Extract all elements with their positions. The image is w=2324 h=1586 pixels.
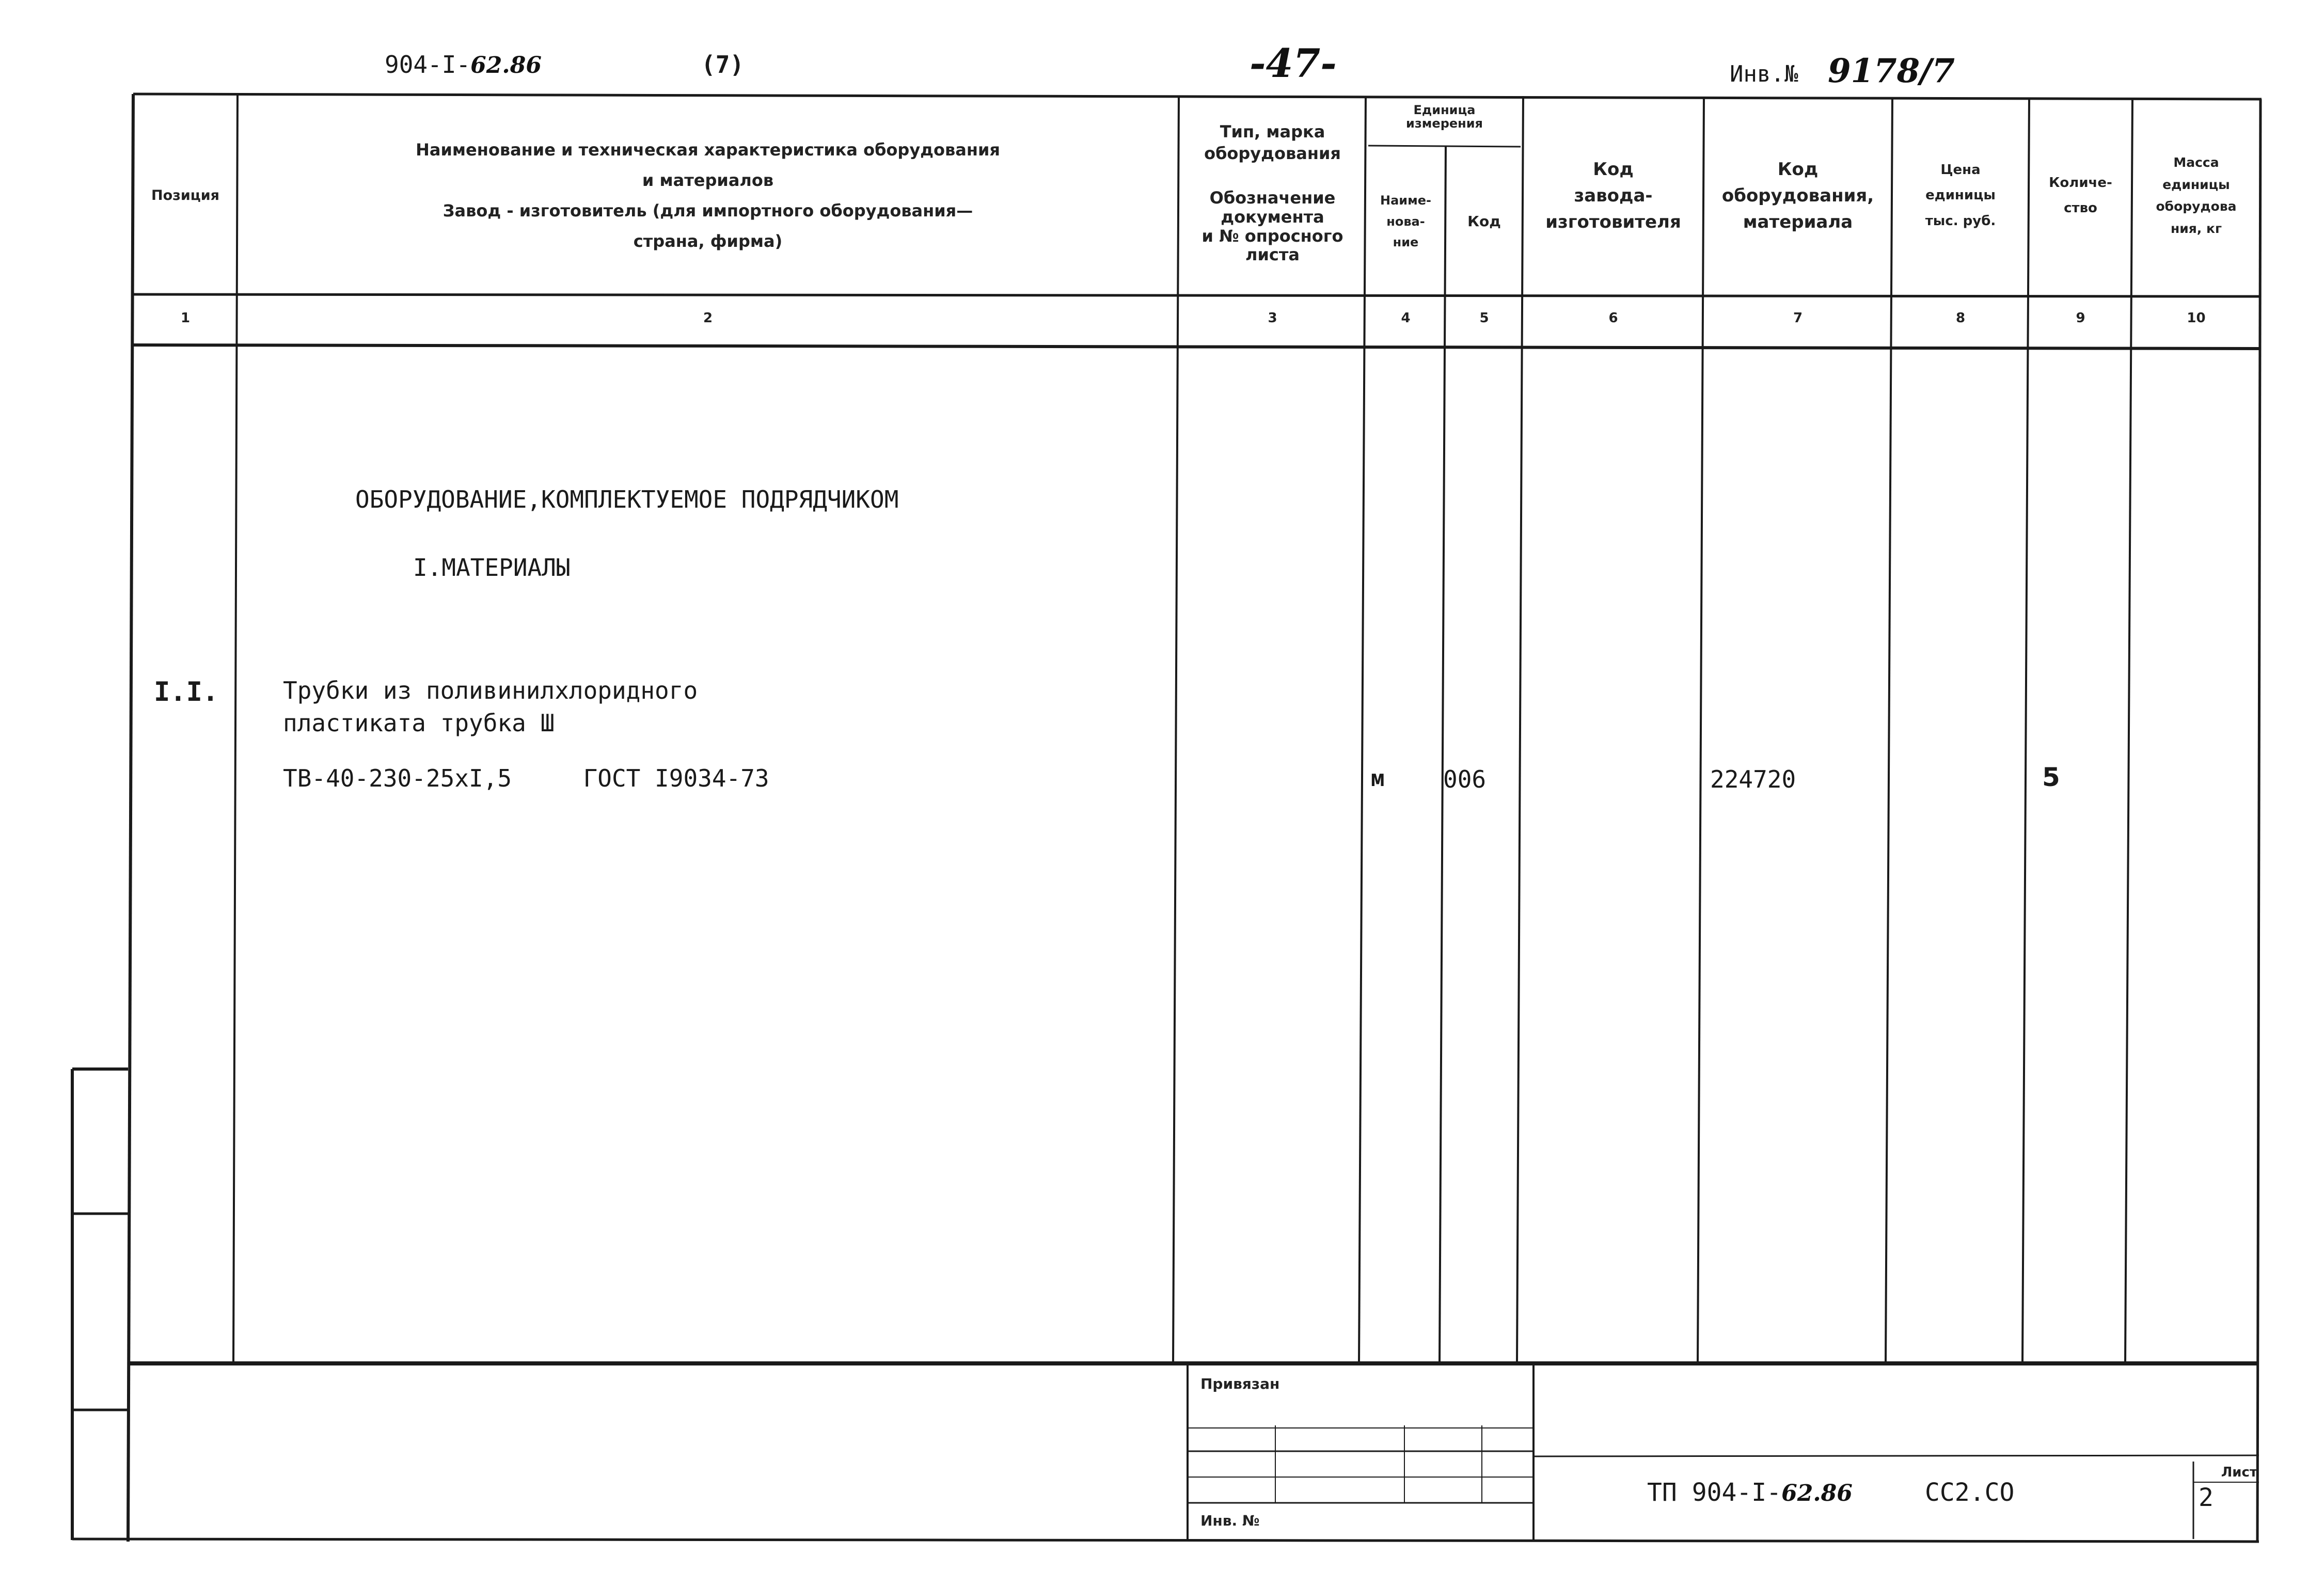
doc-series [385,51,542,78]
stamp-inventory-label: Инв. № [1200,1512,1260,1529]
page-number: -47- [1250,40,1337,86]
col-number-4: 4 [1401,310,1411,326]
header-col-2-line: Наименование и техническая характеристика оборудования [416,139,1000,160]
header-col-3-line: Обозначение [1209,188,1336,208]
header-col-7-line: оборудования, [1721,185,1874,206]
header-col-7 [1705,98,1891,293]
stamp-doc-code-prefix: ТП 904-I- [1647,1478,1782,1507]
header-col-4-line: ние [1393,235,1419,250]
stamp-attached-label: Привязан [1200,1375,1280,1392]
header-col-8-line: Цена [1940,162,1981,178]
header-col-8-line: единицы [1925,187,1996,203]
header-col-3-line: и № опросного [1201,226,1343,246]
stamp-doc-code-handwritten: 62.86 [1781,1480,1853,1506]
col-number-8: 8 [1955,310,1966,326]
inventory-label: Инв.№ [1730,61,1798,87]
item-material-code: 224720 [1710,765,1796,793]
item-unit-name: м [1371,765,1385,792]
header-col-5 [1447,150,1522,293]
header-col-6-line: изготовителя [1545,211,1681,232]
header-col-3-line: листа [1245,245,1300,265]
header-col-10 [2133,98,2259,293]
col-number-9: 9 [2076,310,2085,326]
header-col-6-line: Код [1593,159,1634,180]
header-col-8 [1893,98,2028,293]
header-col-2-line: Завод - изготовитель (для импортного оборудования— [442,201,973,221]
col-number-5: 5 [1479,310,1489,326]
header-col-6 [1524,98,1702,293]
header-col-7-line: материала [1743,211,1853,232]
header-col-8-line: тыс. руб. [1925,213,1996,229]
item-name-line-1: Трубки из поливинилхлоридного [283,677,698,704]
header-unit-group-line: Единица [1413,103,1476,117]
sheet-paren: (7) [701,51,745,78]
stamp-sheet-number: 2 [2199,1483,2214,1512]
item-quantity: 5 [2042,762,2060,792]
header-col-10-line: Масса [2173,155,2219,170]
header-unit-group-line: измерения [1406,116,1483,131]
header-col-9-line: ство [2064,200,2097,216]
header-col-3-top [1181,121,1364,164]
item-unit-code: 006 [1443,765,1487,793]
header-col-4-line: Наиме- [1380,193,1431,208]
header-col-7-line: Код [1777,159,1819,180]
header-col-10-line: ния, кг [2170,221,2222,236]
stamp-sheet-label: Лист [2221,1465,2257,1480]
item-position: I.I. [154,677,219,708]
header-col-3-bottom [1181,189,1364,264]
header-col-4 [1368,150,1443,293]
header-col-6-line: завода- [1574,185,1653,206]
section-title: ОБОРУДОВАНИЕ,КОМПЛЕКТУЕМОЕ ПОДРЯДЧИКОМ [355,485,899,513]
header-col-1-line: Позиция [151,187,220,204]
header-col-1 [135,98,235,293]
header-col-2-line: и материалов [642,170,774,190]
doc-series-handwritten: 62.86 [470,52,542,78]
col-number-1: 1 [180,310,191,326]
stamp-document-suffix: СС2.СО [1925,1478,2015,1507]
header-col-3-line: документа [1221,207,1324,227]
col-number-7: 7 [1793,310,1803,326]
header-col-4-line: нова- [1386,214,1425,229]
header-col-10-line: единицы [2162,177,2230,192]
doc-series-printed: 904-I- [385,51,471,78]
header-col-9-line: Количе- [2049,175,2112,191]
item-name-line-3: ТВ-40-230-25хI,5 ГОСТ I9034-73 [283,764,769,792]
inventory-number: 9178/7 [1828,52,1955,90]
header-col-2-line: страна, фирма) [633,231,783,252]
subsection-title: I.МАТЕРИАЛЫ [413,554,571,582]
col-number-6: 6 [1608,310,1618,326]
stamp-document-code [1647,1478,1853,1507]
header-col-3-line: оборудования [1204,143,1341,163]
col-number-2: 2 [703,310,713,326]
col-number-10: 10 [2187,310,2206,326]
header-col-3-line: Тип, марка [1220,122,1325,142]
col-number-3: 3 [1268,310,1277,326]
header-col-10-line: оборудова [2156,199,2237,214]
header-col-5-line: Код [1467,212,1501,230]
header-col-9 [2030,98,2131,293]
item-name-line-2: пластиката трубка Ш [283,709,555,737]
header-col-2 [239,98,1177,293]
header-unit-group [1368,103,1521,131]
